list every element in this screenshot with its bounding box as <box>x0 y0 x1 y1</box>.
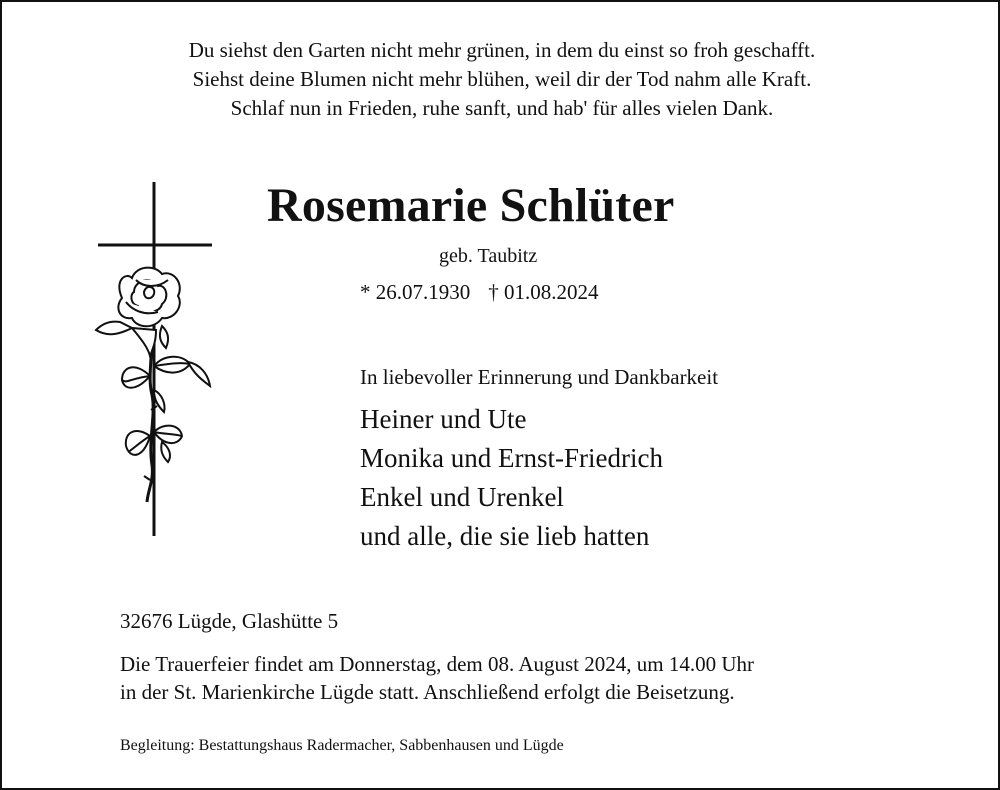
cross-with-rose-icon <box>92 180 216 540</box>
family-address: 32676 Lügde, Glashütte 5 <box>120 609 339 633</box>
undertaker-credit: Begleitung: Bestattungshaus Radermacher, Sabbenhausen und Lügde <box>120 737 564 754</box>
mourner-line: Monika und Ernst-Friedrich <box>360 443 663 473</box>
mourner-line: und alle, die sie lieb hatten <box>360 521 650 551</box>
death-date: † 01.08.2024 <box>488 280 599 304</box>
service-line: Die Trauerfeier findet am Donnerstag, dem 08. August 2024, um 14.00 Uhr <box>120 652 754 676</box>
birth-date: * 26.07.1930 <box>360 280 471 304</box>
birth-name: geb. Taubitz <box>439 245 538 267</box>
mourners-list <box>360 400 663 556</box>
deceased-name: Rosemarie Schlüter <box>267 179 675 232</box>
mourner-line: Heiner und Ute <box>360 404 527 434</box>
service-line: in der St. Marienkirche Lügde statt. Anschließend erfolgt die Beisetzung. <box>120 680 735 704</box>
memorial-poem <box>2 36 1000 123</box>
dedication-text: In liebevoller Erinnerung und Dankbarkeit <box>360 365 719 389</box>
life-dates <box>360 279 599 305</box>
poem-line: Du siehst den Garten nicht mehr grünen, in dem du einst so froh geschafft. <box>188 38 816 62</box>
poem-line: Siehst deine Blumen nicht mehr blühen, weil dir der Tod nahm alle Kraft. <box>192 67 812 91</box>
mourner-line: Enkel und Urenkel <box>360 482 564 512</box>
poem-line: Schlaf nun in Frieden, ruhe sanft, und hab' für alles vielen Dank. <box>230 96 774 120</box>
funeral-service-info <box>120 650 754 706</box>
